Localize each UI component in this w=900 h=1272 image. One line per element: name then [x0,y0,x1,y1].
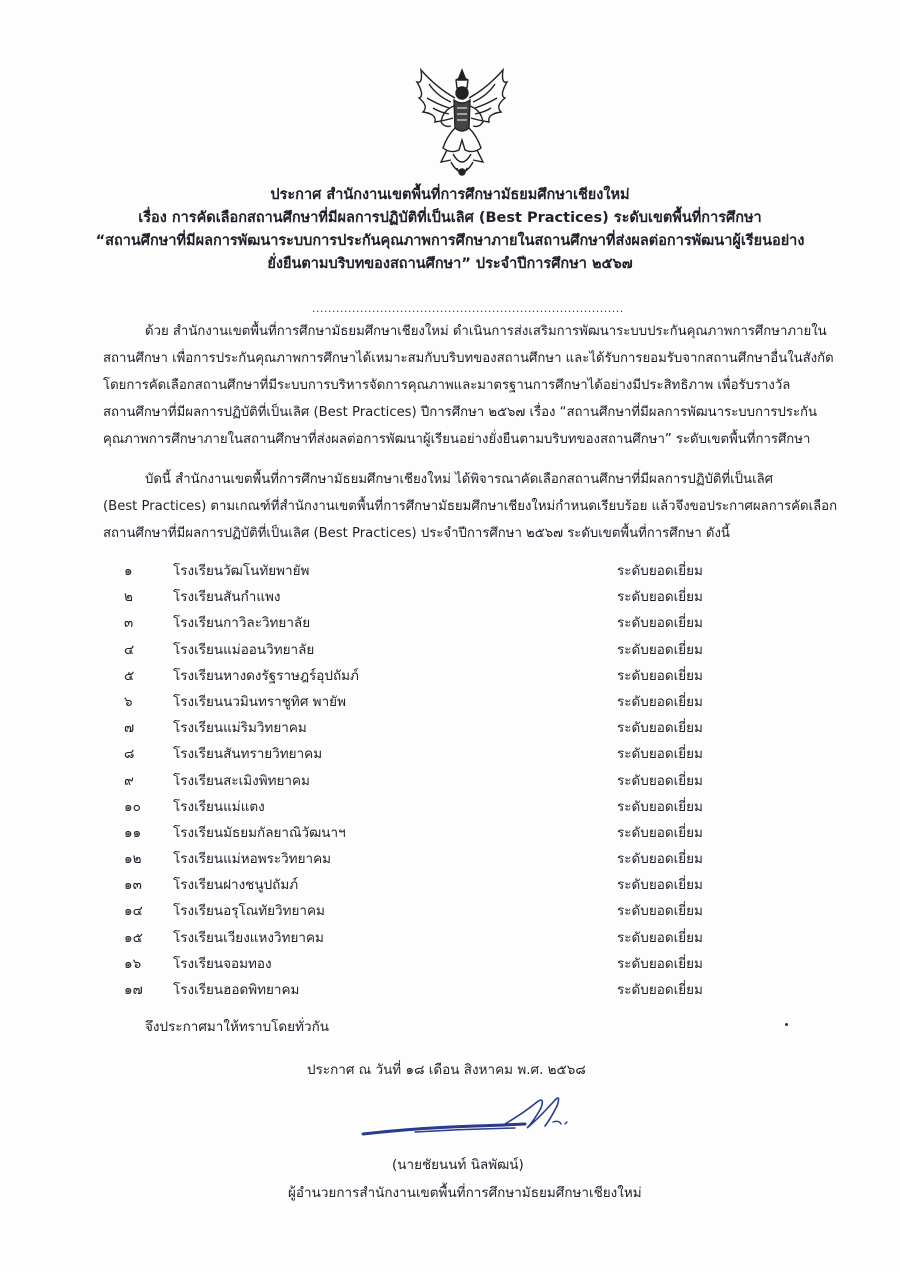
paragraph-result [103,466,838,547]
list-item [110,715,730,741]
item-number: ๑๔ [124,903,143,920]
list-item [110,663,730,689]
item-number: ๗ [124,720,135,737]
award-level: ระดับยอดเยี่ยม [617,824,703,841]
list-item [110,925,730,951]
handwritten-signature [355,1088,595,1148]
award-level: ระดับยอดเยี่ยม [617,903,703,920]
award-level: ระดับยอดเยี่ยม [617,720,703,737]
award-level: ระดับยอดเยี่ยม [617,851,703,868]
item-number: ๒ [124,589,133,606]
award-level: ระดับยอดเยี่ยม [617,641,703,658]
heading-line-4: ยั่งยืนตามบริบทของสถานศึกษา” ประจำปีการศึกษา ๒๕๖๗ [267,256,633,272]
school-name: โรงเรียนสะเมิงพิทยาคม [173,772,310,789]
school-name: โรงเรียนฝางชนูปถัมภ์ [173,877,299,894]
item-number: ๘ [124,746,135,763]
item-number: ๑๐ [124,798,141,815]
signer-name: (นายชัยนนท์ นิลพัฒน์) [392,1157,524,1173]
paragraph-line: บัดนี้ สำนักงานเขตพื้นที่การศึกษามัธยมศึกษาเชียงใหม่ ได้พิจารณาคัดเลือกสถานศึกษาที่มีผลการปฏิบัติที่เป็นเลิศ [145,472,774,487]
award-level: ระดับยอดเยี่ยม [617,746,703,763]
scan-speck [785,1023,788,1026]
list-item [110,689,730,715]
school-name: โรงเรียนแม่หอพระวิทยาคม [173,851,332,868]
item-number: ๓ [124,615,134,632]
school-name: โรงเรียนเวียงแหงวิทยาคม [173,929,324,946]
item-number: ๔ [124,641,135,658]
school-name: โรงเรียนแม่แตง [173,798,265,815]
item-number: ๙ [124,772,134,789]
award-level: ระดับยอดเยี่ยม [617,667,703,684]
school-name: โรงเรียนนวมินทราชูทิศ พายัพ [173,693,346,710]
school-name: โรงเรียนสันกำแพง [173,589,281,606]
award-level: ระดับยอดเยี่ยม [617,877,703,894]
item-number: ๑๑ [124,824,142,841]
school-name: โรงเรียนจอมทอง [173,955,272,972]
list-item [110,977,730,1003]
heading-line-2: เรื่อง การคัดเลือกสถานศึกษาที่มีผลการปฏิบัติที่เป็นเลิศ (Best Practices) ระดับเขตพื้นที่การศึกษา [138,210,762,226]
list-item [110,558,730,584]
paragraph-line: โดยการคัดเลือกสถานศึกษาที่มีระบบการบริหารจัดการคุณภาพและมาตรฐานการศึกษาได้อย่างมีประสิทธิภาพ เพื่อรับรางวัล [103,378,791,393]
award-level: ระดับยอดเยี่ยม [617,929,703,946]
list-item [110,584,730,610]
item-number: ๑๓ [124,877,142,894]
list-item [110,846,730,872]
item-number: ๑๗ [124,982,143,998]
separator-dots: .............................................................................. [312,302,624,315]
list-item [110,741,730,767]
paragraph-line: (Best Practices) ตามเกณฑ์ที่สำนักงานเขตพื้นที่การศึกษามัธยมศึกษาเชียงใหม่กำหนดเรียบร้อย แล้วจึงขอประกาศผลการคัดเลือก [103,499,838,514]
school-list [110,558,730,1003]
paragraph-intro [103,318,834,453]
list-item [110,794,730,820]
school-name: โรงเรียนมัธยมกัลยาณิวัฒนาฯ [173,824,346,841]
list-item [110,872,730,898]
announcement-date: ประกาศ ณ วันที่ ๑๘ เดือน สิงหาคม พ.ศ. ๒๕๖๘ [307,1062,586,1078]
school-name: โรงเรียนแม่ออนวิทยาลัย [173,641,315,658]
signer-title: ผู้อำนวยการสำนักงานเขตพื้นที่การศึกษามัธยมศึกษาเชียงใหม่ [288,1185,642,1201]
award-level: ระดับยอดเยี่ยม [617,772,703,789]
list-item [110,951,730,977]
item-number: ๑๒ [124,851,142,868]
item-number: ๕ [124,667,135,684]
school-name: โรงเรียนแม่ริมวิทยาคม [173,720,307,737]
award-level: ระดับยอดเยี่ยม [617,693,703,710]
award-level: ระดับยอดเยี่ยม [617,615,703,632]
award-level: ระดับยอดเยี่ยม [617,955,703,972]
list-item [110,820,730,846]
school-name: โรงเรียนฮอดพิทยาคม [173,982,300,998]
announcement-heading [60,184,840,276]
heading-line-1: ประกาศ สำนักงานเขตพื้นที่การศึกษามัธยมศึกษาเชียงใหม่ [270,187,630,203]
garuda-emblem-icon [407,62,517,187]
item-number: ๖ [124,693,133,710]
award-level: ระดับยอดเยี่ยม [617,563,703,579]
item-number: ๑๖ [124,955,142,972]
list-item [110,898,730,924]
list-item [110,637,730,663]
award-level: ระดับยอดเยี่ยม [617,982,703,998]
item-number: ๑ [124,563,133,579]
heading-line-3: “สถานศึกษาที่มีผลการพัฒนาระบบการประกันคุณภาพการศึกษาภายในสถานศึกษาที่ส่งผลต่อการพัฒนาผู้เรียนอย่าง [95,233,805,249]
award-level: ระดับยอดเยี่ยม [617,589,703,606]
paragraph-line: คุณภาพการศึกษาภายในสถานศึกษาที่ส่งผลต่อการพัฒนาผู้เรียนอย่างยั่งยืนตามบริบทของสถานศึกษา” ระดับเขตพื้นที่การศึกษา [103,432,811,447]
school-name: โรงเรียนสันทรายวิทยาคม [173,746,323,763]
school-name: โรงเรียนหางดงรัฐราษฎร์อุปถัมภ์ [173,667,359,684]
paragraph-line: สถานศึกษาที่มีผลการปฏิบัติที่เป็นเลิศ (Best Practices) ประจำปีการศึกษา ๒๕๖๗ ระดับเขตพื้นที่การศึกษา ดังนี้ [103,526,730,541]
school-name: โรงเรียนอรุโณทัยวิทยาคม [173,903,325,920]
list-item [110,610,730,636]
school-name: โรงเรียนกาวิละวิทยาลัย [173,615,311,632]
paragraph-line: สถานศึกษาที่มีผลการปฏิบัติที่เป็นเลิศ (Best Practices) ปีการศึกษา ๒๕๖๗ เรื่อง “สถานศึกษาที่มีผลการพัฒนาระบบการประกัน [103,405,818,420]
closing-statement: จึงประกาศมาให้ทราบโดยทั่วกัน [145,1019,329,1035]
list-item [110,768,730,794]
award-level: ระดับยอดเยี่ยม [617,798,703,815]
item-number: ๑๕ [124,929,143,946]
paragraph-line: ด้วย สำนักงานเขตพื้นที่การศึกษามัธยมศึกษาเชียงใหม่ ดำเนินการส่งเสริมการพัฒนาระบบประกันคุณภาพการศึกษาภายใน [145,324,827,339]
school-name: โรงเรียนวัฒโนทัยพายัพ [173,563,310,579]
paragraph-line: สถานศึกษา เพื่อการประกันคุณภาพการศึกษาได้เหมาะสมกับบริบทของสถานศึกษา และได้รับการยอมรับจากสถานศึกษาอื่นในสังกัด [103,351,834,366]
